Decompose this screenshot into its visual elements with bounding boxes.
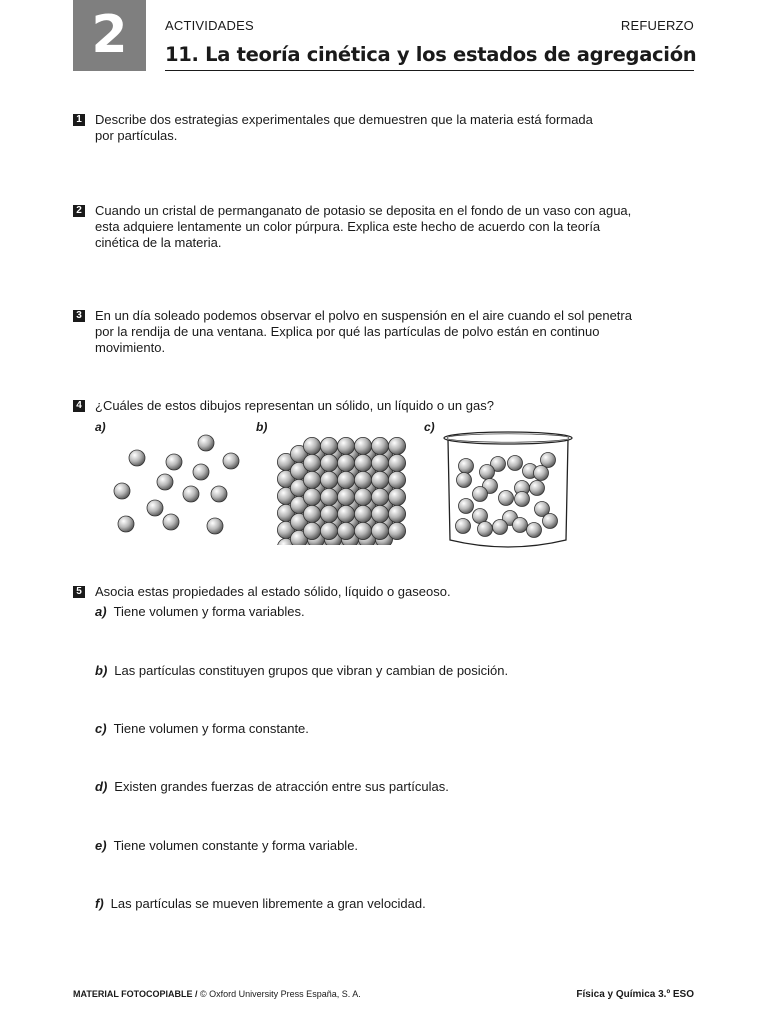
option-a: [95, 604, 305, 619]
solid-particle: [303, 522, 320, 539]
solid-particle: [371, 522, 388, 539]
footer-book-title: Física y Química 3.º ESO: [576, 989, 694, 1000]
question-text: En un día soleado podemos observar el polvo en suspensión en el aire cuando el sol penetra por la rendija de una ventana. Explica por qué las partículas de polvo están en continuo movimiento.: [95, 308, 632, 355]
footer-photocopy-label: MATERIAL FOTOCOPIABLE /: [73, 989, 198, 999]
option-d: [95, 779, 449, 794]
gas-particles-figure: [105, 430, 255, 540]
solid-particle: [337, 437, 354, 454]
question-5: [73, 584, 648, 600]
unit-number-badge: 2: [73, 0, 146, 71]
solid-particle: [320, 437, 337, 454]
figure-a-label: a): [95, 420, 106, 434]
question-text: ¿Cuáles de estos dibujos representan un sólido, un líquido o un gas?: [95, 398, 494, 413]
question-text: Describe dos estrategias experimentales que demuestren que la materia está formada por partículas.: [95, 112, 593, 143]
liquid-beaker-figure: [440, 430, 576, 552]
solid-particle: [320, 505, 337, 522]
option-c: [95, 721, 309, 736]
option-text: Las partículas se mueven libremente a gran velocidad.: [110, 896, 426, 911]
solid-particle: [388, 437, 405, 454]
figure-c-label: c): [424, 420, 435, 434]
question-text: Cuando un cristal de permanganato de potasio se deposita en el fondo de un vaso con agua, esta adquiere lentamente un color púrpura. Explica este hecho de acuerdo con la teoría cinética de la materia.: [95, 203, 632, 250]
solid-particle: [388, 505, 405, 522]
solid-particle: [303, 437, 320, 454]
solid-particle: [337, 454, 354, 471]
question-4: [73, 398, 648, 414]
solid-particle: [354, 505, 371, 522]
question-number-badge: 2: [73, 205, 85, 217]
solid-particle: [320, 471, 337, 488]
option-text: Tiene volumen constante y forma variable.: [113, 838, 359, 853]
option-text: Existen grandes fuerzas de atracción entre sus partículas.: [114, 779, 449, 794]
solid-particle: [320, 454, 337, 471]
solid-particle: [388, 488, 405, 505]
option-text: Tiene volumen y forma variables.: [113, 604, 305, 619]
level-label: REFUERZO: [620, 18, 694, 33]
question-number-badge: 1: [73, 114, 85, 126]
footer-copyright: [73, 989, 361, 999]
figure-b-label: b): [256, 420, 268, 434]
solid-particle: [354, 488, 371, 505]
option-letter: a): [95, 604, 107, 619]
solid-particle: [388, 454, 405, 471]
solid-particle: [354, 437, 371, 454]
page-title: 11. La teoría cinética y los estados de agregación: [165, 43, 697, 66]
option-b: [95, 663, 508, 678]
section-label: ACTIVIDADES: [165, 18, 254, 33]
option-text: Las partículas constituyen grupos que vibran y cambian de posición.: [114, 663, 509, 678]
question-number-badge: 5: [73, 586, 85, 598]
solid-particle: [303, 454, 320, 471]
title-divider: [165, 70, 694, 71]
solid-particle: [354, 471, 371, 488]
question-number-badge: 4: [73, 400, 85, 412]
solid-particle: [320, 488, 337, 505]
solid-particle: [337, 488, 354, 505]
solid-particle: [337, 522, 354, 539]
option-text: Tiene volumen y forma constante.: [113, 721, 309, 736]
solid-particle: [371, 437, 388, 454]
solid-particles-figure: [268, 430, 413, 545]
option-letter: f): [95, 896, 104, 911]
solid-particle: [303, 488, 320, 505]
solid-particle: [371, 471, 388, 488]
footer-publisher: © Oxford University Press España, S. A.: [200, 989, 361, 999]
solid-particle: [388, 522, 405, 539]
question-2: [73, 203, 648, 251]
solid-particle: [371, 488, 388, 505]
option-e: [95, 838, 358, 853]
option-letter: d): [95, 779, 108, 794]
solid-particle: [337, 505, 354, 522]
solid-particle: [371, 454, 388, 471]
solid-particle: [303, 505, 320, 522]
option-f: [95, 896, 426, 911]
option-letter: b): [95, 663, 108, 678]
solid-particle: [371, 505, 388, 522]
solid-particle: [303, 471, 320, 488]
solid-particle: [320, 522, 337, 539]
option-letter: e): [95, 838, 107, 853]
solid-particle: [354, 522, 371, 539]
question-number-badge: 3: [73, 310, 85, 322]
question-3: [73, 308, 648, 356]
question-text: Asocia estas propiedades al estado sólido, líquido o gaseoso.: [95, 584, 451, 599]
solid-particle: [354, 454, 371, 471]
question-1: [73, 112, 648, 144]
solid-particle: [337, 471, 354, 488]
option-letter: c): [95, 721, 107, 736]
solid-particle: [388, 471, 405, 488]
